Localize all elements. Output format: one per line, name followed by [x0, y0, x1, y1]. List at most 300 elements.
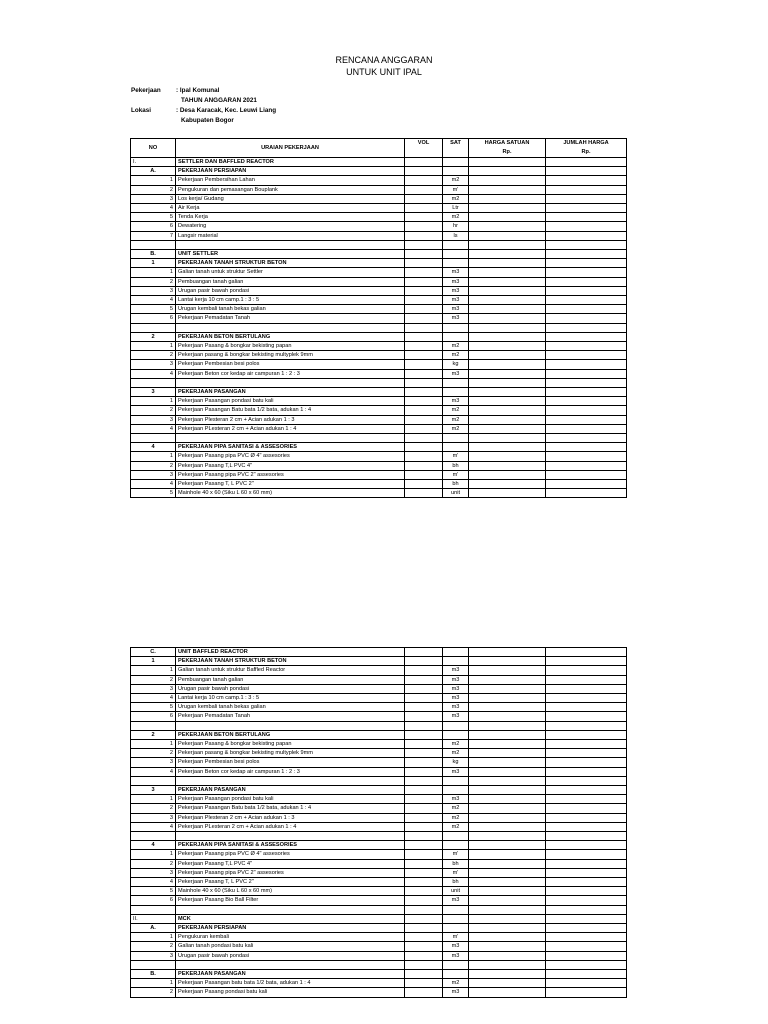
- table-row: [131, 194, 627, 203]
- row-vol: [405, 694, 443, 703]
- row-sat: m2: [443, 813, 469, 822]
- row-vol: [405, 933, 443, 942]
- row-harga-satuan: [469, 813, 546, 822]
- row-uraian: PEKERJAAN TANAH STRUKTUR BETON: [176, 657, 405, 666]
- row-vol: [405, 461, 443, 470]
- row-uraian: Pekerjaan Plesteran 2 cm + Acian adukan 1 : 3: [176, 415, 405, 424]
- row-harga-satuan: [469, 305, 546, 314]
- row-no: 1: [131, 342, 176, 351]
- row-vol: [405, 176, 443, 185]
- row-jumlah-harga: [546, 415, 627, 424]
- table-row: [131, 878, 627, 887]
- row-jumlah-harga: [546, 277, 627, 286]
- table-row: [131, 323, 627, 332]
- row-harga-satuan: [469, 878, 546, 887]
- tahun-anggaran: TAHUN ANGGARAN 2021: [181, 97, 257, 104]
- row-jumlah-harga: [546, 703, 627, 712]
- row-vol: [405, 850, 443, 859]
- row-harga-satuan: [469, 240, 546, 249]
- row-vol: [405, 795, 443, 804]
- row-jumlah-harga: [546, 979, 627, 988]
- row-sat: m2: [443, 213, 469, 222]
- row-vol: [405, 268, 443, 277]
- row-sat: m3: [443, 286, 469, 295]
- row-harga-satuan: [469, 323, 546, 332]
- table-row: [131, 648, 627, 657]
- row-jumlah-harga: [546, 740, 627, 749]
- row-harga-satuan: [469, 424, 546, 433]
- row-no: 5: [131, 703, 176, 712]
- row-sat: [443, 332, 469, 341]
- row-uraian: Pekerjaan Beton cor kedap air campuran 1 : 2 : 3: [176, 767, 405, 776]
- row-jumlah-harga: [546, 795, 627, 804]
- table-row: [131, 896, 627, 905]
- row-uraian: [176, 323, 405, 332]
- row-sat: m3: [443, 305, 469, 314]
- row-vol: [405, 277, 443, 286]
- lokasi-label: Lokasi: [131, 107, 151, 114]
- row-jumlah-harga: [546, 878, 627, 887]
- row-uraian: Urugan kembali tanah bekas galian: [176, 305, 405, 314]
- row-vol: [405, 740, 443, 749]
- row-sat: [443, 323, 469, 332]
- row-sat: m2: [443, 415, 469, 424]
- row-uraian: Urugan pasir bawah pondasi: [176, 286, 405, 295]
- row-sat: m2: [443, 424, 469, 433]
- row-sat: m3: [443, 369, 469, 378]
- row-harga-satuan: [469, 749, 546, 758]
- row-harga-satuan: [469, 795, 546, 804]
- row-vol: [405, 342, 443, 351]
- row-uraian: Urugan pasir bawah pondasi: [176, 684, 405, 693]
- row-sat: [443, 786, 469, 795]
- row-sat: m3: [443, 703, 469, 712]
- row-jumlah-harga: [546, 434, 627, 443]
- row-harga-satuan: [469, 887, 546, 896]
- row-uraian: Langsir material: [176, 231, 405, 240]
- table-row: [131, 452, 627, 461]
- row-vol: [405, 914, 443, 923]
- row-harga-satuan: [469, 924, 546, 933]
- row-uraian: Tenda Kerja: [176, 213, 405, 222]
- row-jumlah-harga: [546, 868, 627, 877]
- row-sat: m3: [443, 712, 469, 721]
- table-row: [131, 158, 627, 167]
- row-vol: [405, 970, 443, 979]
- row-harga-satuan: [469, 859, 546, 868]
- table-row: [131, 970, 627, 979]
- table-row: [131, 388, 627, 397]
- row-vol: [405, 657, 443, 666]
- row-no: B.: [131, 970, 176, 979]
- row-harga-satuan: [469, 758, 546, 767]
- row-jumlah-harga: [546, 730, 627, 739]
- row-harga-satuan: [469, 896, 546, 905]
- row-sat: m3: [443, 675, 469, 684]
- row-vol: [405, 905, 443, 914]
- table-row: [131, 924, 627, 933]
- row-jumlah-harga: [546, 657, 627, 666]
- row-uraian: Urugan kembali tanah bekas galian: [176, 703, 405, 712]
- row-sat: m2: [443, 749, 469, 758]
- table-row: [131, 240, 627, 249]
- row-no: 2: [131, 332, 176, 341]
- row-no: 5: [131, 305, 176, 314]
- row-sat: [443, 434, 469, 443]
- row-harga-satuan: [469, 332, 546, 341]
- row-vol: [405, 167, 443, 176]
- row-harga-satuan: [469, 167, 546, 176]
- table-row: [131, 470, 627, 479]
- row-uraian: Pekerjaan Pembersihan Lahan: [176, 176, 405, 185]
- row-jumlah-harga: [546, 296, 627, 305]
- row-sat: m': [443, 470, 469, 479]
- row-jumlah-harga: [546, 924, 627, 933]
- row-sat: [443, 960, 469, 969]
- row-harga-satuan: [469, 666, 546, 675]
- table-row: [131, 296, 627, 305]
- row-no: 4: [131, 296, 176, 305]
- table-row: [131, 979, 627, 988]
- row-harga-satuan: [469, 905, 546, 914]
- row-no: 4: [131, 369, 176, 378]
- row-harga-satuan: [469, 351, 546, 360]
- row-no: 2: [131, 749, 176, 758]
- row-vol: [405, 979, 443, 988]
- row-uraian: PEKERJAAN BETON BERTULANG: [176, 730, 405, 739]
- row-harga-satuan: [469, 786, 546, 795]
- row-harga-satuan: [469, 259, 546, 268]
- row-jumlah-harga: [546, 721, 627, 730]
- row-vol: [405, 296, 443, 305]
- row-sat: m3: [443, 666, 469, 675]
- row-jumlah-harga: [546, 443, 627, 452]
- table-row: [131, 730, 627, 739]
- row-jumlah-harga: [546, 988, 627, 997]
- row-uraian: [176, 721, 405, 730]
- row-sat: m': [443, 868, 469, 877]
- row-sat: bh: [443, 859, 469, 868]
- row-no: A.: [131, 924, 176, 933]
- table-row: [131, 703, 627, 712]
- row-jumlah-harga: [546, 286, 627, 295]
- row-uraian: UNIT SETTLER: [176, 250, 405, 259]
- row-no: 5: [131, 887, 176, 896]
- row-harga-satuan: [469, 675, 546, 684]
- row-vol: [405, 369, 443, 378]
- row-vol: [405, 841, 443, 850]
- table-row: [131, 342, 627, 351]
- row-vol: [405, 786, 443, 795]
- row-harga-satuan: [469, 730, 546, 739]
- table-row: [131, 277, 627, 286]
- row-vol: [405, 804, 443, 813]
- row-vol: [405, 712, 443, 721]
- row-no: 2: [131, 942, 176, 951]
- row-no: [131, 434, 176, 443]
- table-row: [131, 351, 627, 360]
- row-no: 3: [131, 415, 176, 424]
- table-row: [131, 657, 627, 666]
- row-jumlah-harga: [546, 896, 627, 905]
- row-vol: [405, 703, 443, 712]
- row-uraian: Pekerjaan Pasang T, L PVC 2": [176, 480, 405, 489]
- row-sat: m2: [443, 740, 469, 749]
- row-harga-satuan: [469, 960, 546, 969]
- row-jumlah-harga: [546, 185, 627, 194]
- row-jumlah-harga: [546, 452, 627, 461]
- row-uraian: PEKERJAAN PASANGAN: [176, 388, 405, 397]
- budget-table-page2: [130, 647, 627, 998]
- row-jumlah-harga: [546, 470, 627, 479]
- row-harga-satuan: [469, 721, 546, 730]
- table-row: [131, 822, 627, 831]
- row-no: 3: [131, 951, 176, 960]
- table-row: [131, 286, 627, 295]
- row-harga-satuan: [469, 832, 546, 841]
- row-vol: [405, 158, 443, 167]
- row-sat: m3: [443, 795, 469, 804]
- row-harga-satuan: [469, 470, 546, 479]
- row-no: 4: [131, 480, 176, 489]
- table-row: [131, 804, 627, 813]
- row-uraian: [176, 832, 405, 841]
- row-jumlah-harga: [546, 832, 627, 841]
- row-jumlah-harga: [546, 314, 627, 323]
- row-vol: [405, 424, 443, 433]
- row-sat: [443, 158, 469, 167]
- row-harga-satuan: [469, 296, 546, 305]
- row-no: 3: [131, 813, 176, 822]
- table-row: [131, 942, 627, 951]
- table-row: [131, 684, 627, 693]
- row-no: [131, 776, 176, 785]
- table-row: [131, 204, 627, 213]
- row-no: [131, 323, 176, 332]
- row-no: 2: [131, 988, 176, 997]
- row-jumlah-harga: [546, 167, 627, 176]
- row-uraian: Mainhole 40 x 60 (Siku L 60 x 60 mm): [176, 489, 405, 498]
- row-jumlah-harga: [546, 822, 627, 831]
- kabupaten: Kabupaten Bogor: [181, 117, 234, 124]
- row-vol: [405, 185, 443, 194]
- row-uraian: Pekerjaan Pasang & bongkar bekisting papan: [176, 342, 405, 351]
- row-sat: m3: [443, 951, 469, 960]
- row-sat: [443, 721, 469, 730]
- table-row: [131, 443, 627, 452]
- row-uraian: Pekerjaan PLesteran 2 cm + Acian adukan 1 : 4: [176, 822, 405, 831]
- row-jumlah-harga: [546, 960, 627, 969]
- row-sat: [443, 388, 469, 397]
- row-harga-satuan: [469, 213, 546, 222]
- row-uraian: [176, 960, 405, 969]
- row-jumlah-harga: [546, 694, 627, 703]
- row-harga-satuan: [469, 480, 546, 489]
- row-sat: [443, 259, 469, 268]
- row-sat: m2: [443, 406, 469, 415]
- row-jumlah-harga: [546, 666, 627, 675]
- row-uraian: [176, 378, 405, 387]
- row-harga-satuan: [469, 443, 546, 452]
- row-sat: [443, 250, 469, 259]
- row-uraian: Mainhole 40 x 60 (Siku L 60 x 60 mm): [176, 887, 405, 896]
- row-sat: [443, 443, 469, 452]
- row-jumlah-harga: [546, 776, 627, 785]
- row-no: 3: [131, 684, 176, 693]
- table-row: [131, 694, 627, 703]
- row-sat: [443, 776, 469, 785]
- table-row: [131, 951, 627, 960]
- table-row: [131, 868, 627, 877]
- row-harga-satuan: [469, 822, 546, 831]
- row-jumlah-harga: [546, 194, 627, 203]
- row-no: 1: [131, 452, 176, 461]
- row-jumlah-harga: [546, 388, 627, 397]
- row-vol: [405, 250, 443, 259]
- row-vol: [405, 443, 443, 452]
- row-no: 1: [131, 850, 176, 859]
- table-row: [131, 767, 627, 776]
- row-sat: [443, 657, 469, 666]
- row-jumlah-harga: [546, 397, 627, 406]
- row-jumlah-harga: [546, 268, 627, 277]
- row-sat: [443, 841, 469, 850]
- row-uraian: PEKERJAAN BETON BERTULANG: [176, 332, 405, 341]
- col-jumlah-header: JUMLAH HARGA: [546, 139, 627, 149]
- row-no: 1: [131, 657, 176, 666]
- row-vol: [405, 470, 443, 479]
- row-harga-satuan: [469, 776, 546, 785]
- row-sat: [443, 832, 469, 841]
- row-vol: [405, 452, 443, 461]
- row-sat: m3: [443, 896, 469, 905]
- row-vol: [405, 887, 443, 896]
- row-no: 5: [131, 489, 176, 498]
- row-sat: m': [443, 185, 469, 194]
- row-harga-satuan: [469, 268, 546, 277]
- row-uraian: Pekerjaan Pasang Bio Ball Filter: [176, 896, 405, 905]
- row-vol: [405, 314, 443, 323]
- row-sat: bh: [443, 480, 469, 489]
- row-no: [131, 240, 176, 249]
- row-vol: [405, 666, 443, 675]
- row-uraian: Pekerjaan Plesteran 2 cm + Acian adukan 1 : 3: [176, 813, 405, 822]
- row-vol: [405, 832, 443, 841]
- row-no: 1: [131, 268, 176, 277]
- row-jumlah-harga: [546, 259, 627, 268]
- row-vol: [405, 305, 443, 314]
- row-jumlah-harga: [546, 684, 627, 693]
- row-harga-satuan: [469, 415, 546, 424]
- table-row: [131, 850, 627, 859]
- row-no: 6: [131, 712, 176, 721]
- table-row: [131, 250, 627, 259]
- row-no: 3: [131, 470, 176, 479]
- row-harga-satuan: [469, 951, 546, 960]
- row-uraian: Los kerja/ Gudang: [176, 194, 405, 203]
- table-row: [131, 859, 627, 868]
- row-vol: [405, 924, 443, 933]
- row-sat: m3: [443, 684, 469, 693]
- row-sat: m3: [443, 296, 469, 305]
- row-jumlah-harga: [546, 970, 627, 979]
- row-vol: [405, 951, 443, 960]
- table-row: [131, 666, 627, 675]
- row-harga-satuan: [469, 314, 546, 323]
- table-row: [131, 176, 627, 185]
- table-row: [131, 960, 627, 969]
- row-no: 2: [131, 804, 176, 813]
- row-no: 4: [131, 424, 176, 433]
- row-no: 4: [131, 767, 176, 776]
- row-vol: [405, 286, 443, 295]
- row-no: 6: [131, 314, 176, 323]
- table-row: [131, 914, 627, 923]
- row-harga-satuan: [469, 489, 546, 498]
- row-uraian: Galian tanah pondasi batu kali: [176, 942, 405, 951]
- row-harga-satuan: [469, 378, 546, 387]
- row-uraian: Pekerjaan Pembesian besi polos: [176, 360, 405, 369]
- row-uraian: UNIT BAFFLED REACTOR: [176, 648, 405, 657]
- row-jumlah-harga: [546, 204, 627, 213]
- row-jumlah-harga: [546, 951, 627, 960]
- row-vol: [405, 378, 443, 387]
- row-uraian: Pekerjaan Pasang T,L PVC 4": [176, 461, 405, 470]
- table-row: [131, 434, 627, 443]
- row-jumlah-harga: [546, 489, 627, 498]
- row-sat: m3: [443, 397, 469, 406]
- table-row: [131, 841, 627, 850]
- row-vol: [405, 684, 443, 693]
- row-sat: bh: [443, 878, 469, 887]
- row-vol: [405, 489, 443, 498]
- row-harga-satuan: [469, 767, 546, 776]
- row-vol: [405, 231, 443, 240]
- row-harga-satuan: [469, 397, 546, 406]
- row-harga-satuan: [469, 657, 546, 666]
- row-vol: [405, 960, 443, 969]
- row-harga-satuan: [469, 277, 546, 286]
- table-row: [131, 786, 627, 795]
- row-vol: [405, 749, 443, 758]
- row-sat: kg: [443, 758, 469, 767]
- row-no: 1: [131, 397, 176, 406]
- row-jumlah-harga: [546, 758, 627, 767]
- table-row: [131, 795, 627, 804]
- row-no: 1: [131, 795, 176, 804]
- col-vol-header: VOL: [405, 139, 443, 158]
- row-jumlah-harga: [546, 749, 627, 758]
- lokasi-value: : Desa Karacak, Kec. Leuwi Liang: [176, 107, 277, 114]
- row-vol: [405, 240, 443, 249]
- row-sat: m2: [443, 822, 469, 831]
- row-jumlah-harga: [546, 360, 627, 369]
- row-harga-satuan: [469, 222, 546, 231]
- row-uraian: PEKERJAAN PIPA SANITASI & ASSESORIES: [176, 443, 405, 452]
- row-harga-satuan: [469, 204, 546, 213]
- row-harga-satuan: [469, 712, 546, 721]
- row-uraian: Pembuangan tanah galian: [176, 675, 405, 684]
- row-jumlah-harga: [546, 933, 627, 942]
- row-jumlah-harga: [546, 231, 627, 240]
- table-row: [131, 489, 627, 498]
- row-jumlah-harga: [546, 369, 627, 378]
- row-jumlah-harga: [546, 804, 627, 813]
- row-sat: m2: [443, 176, 469, 185]
- table-row: [131, 776, 627, 785]
- row-uraian: Urugan pasir bawah pondasi: [176, 951, 405, 960]
- row-jumlah-harga: [546, 887, 627, 896]
